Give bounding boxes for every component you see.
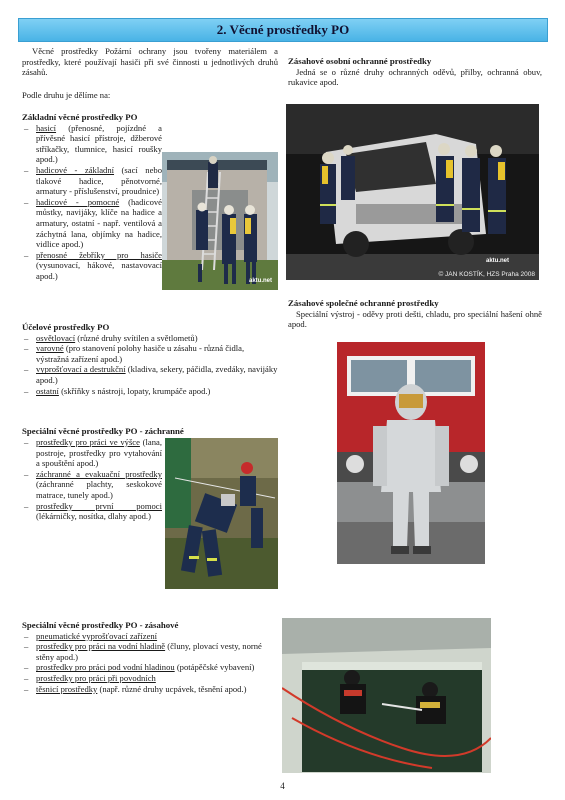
item-term: pneumatické vyprošťovací zařízení [36,630,158,641]
item-term: vyprošťovací a destrukční [36,364,126,375]
section-heading: Základní věcné prostředky PO [22,112,138,122]
photo-caption: © JAN KOSTÍK, HZS Praha 2008 [438,271,535,278]
item-list [22,437,162,522]
division-line: Podle druhu je dělíme na: [22,90,111,100]
item-description: (např. různé druhy ucpávek, těsnění apod.) [97,683,247,694]
logo-watermark: aktu.net [485,258,509,264]
photo-ladder-training [162,152,278,290]
list-item [22,250,162,282]
item-description: (hadicové můstky, navijáky, klíče na hadice a armatury, ostatní - např. ventilová a záchytná lana, objímky na hadice, vidlice apod.) [36,196,162,250]
photo-ice-rescue [282,618,491,773]
item-term: přenosné žebříky pro hasiče [36,249,162,260]
section-heading: Speciální věcné prostředky PO - zásahové [22,620,179,630]
list-item [22,662,278,673]
chapter-title-bar [18,18,548,42]
section-zasahove [22,620,278,694]
photo-height-rescue [165,438,278,589]
item-description: (různé druhy svítilen a světlometů) [75,332,198,343]
zachranne-list-wrap [22,437,162,522]
item-term: hasicí [36,122,57,133]
item-term: ostatní [36,385,59,396]
item-description: (čluny, plovací vesty, norné stěny apod.) [36,641,262,662]
intro-paragraph: Věcné prostředky Požární ochrany jsou tvořeny materiálem a prostředky, které používají hasiči při své činnosti u jednotlivých druhů zásahů. [22,46,278,78]
list-item [22,197,162,250]
section-heading: Speciální věcné prostředky PO - záchranné [22,426,184,436]
list-item [22,501,162,522]
section-heading: Zásahové osobní ochranné prostředky [288,56,432,66]
item-term: varovné [36,343,64,354]
section-zachranne [22,426,278,437]
section-heading: Zásahové společné ochranné prostředky [288,298,439,308]
section-heading: Účelové prostředky PO [22,322,110,332]
section-spolecne [288,298,542,330]
item-term: hadicové - pomocné [36,196,120,207]
item-term: záchranné a evakuační prostředky [36,468,162,479]
list-item [22,123,162,165]
section-zakladni [22,112,162,282]
list-item [22,386,278,397]
item-description: (lékárničky, nosítka, dlahy apod.) [36,511,151,522]
item-term: těsnicí prostředky [36,683,98,694]
list-item [22,165,162,197]
section-osobni [288,56,542,88]
list-item [22,673,278,684]
item-list [22,333,278,397]
item-description: (přenosné, pojízdné a přívěsné hasicí přístroje, džberové stříkačky, tlumnice, hasicí roušky apod.) [36,122,162,165]
list-item [22,641,278,662]
list-item [22,469,162,501]
item-term: prostředky pro práci na vodní hladině [36,641,166,652]
item-term: prostředky pro práci ve výšce [36,437,140,447]
item-description: (lana, postroje, prostředky pro vytahování a spouštění apod.) [36,437,162,469]
item-description: (vysunovací, hákové, nastavovací apod.) [36,260,162,281]
list-item [22,437,162,469]
section-text: Speciální výstroj - oděvy proti dešti, chladu, pro speciální hašení ohně apod. [288,308,542,330]
item-description: (skříňky s nástroji, lopaty, krumpáče apod.) [58,385,211,396]
item-description: (kladiva, sekery, páčidla, zvedáky, navijáky apod.) [36,364,278,385]
photo-burnt-van [286,104,539,280]
list-item [22,631,278,642]
item-description: (sací nebo tlakové hadice, pěnotvorné, armatury - příslušenství, proudnice) [36,164,162,197]
chapter-title: 2. Věcné prostředky PO [216,22,350,37]
item-term: prostředky pro práci při povodních [36,672,156,683]
item-list [22,123,162,282]
photo-heat-suit [337,342,485,564]
item-description: (pro stanovení polohy hasiče u zásahu - různá čidla, výstražná zařízení apod.) [36,343,245,364]
section-ucelove [22,322,278,396]
item-description: (záchranné plachty, seskokové matrace, tunely apod.) [36,479,162,500]
item-description: (potápěčské vybavení) [174,662,255,673]
item-term: prostředky první pomoci [36,500,162,511]
page-number: 4 [280,781,285,791]
logo-watermark: aktu.net [248,278,272,284]
list-item [22,343,278,364]
list-item [22,684,278,695]
list-item [22,364,278,385]
item-term: osvětlovací [36,332,76,343]
item-term: hadicové - základní [36,164,115,175]
section-text: Jedná se o různé druhy ochranných oděvů, přilby, ochranná obuv, rukavice apod. [288,66,542,88]
item-list [22,631,278,695]
item-term: prostředky pro práci pod vodní hladinou [36,662,175,673]
list-item [22,333,278,344]
